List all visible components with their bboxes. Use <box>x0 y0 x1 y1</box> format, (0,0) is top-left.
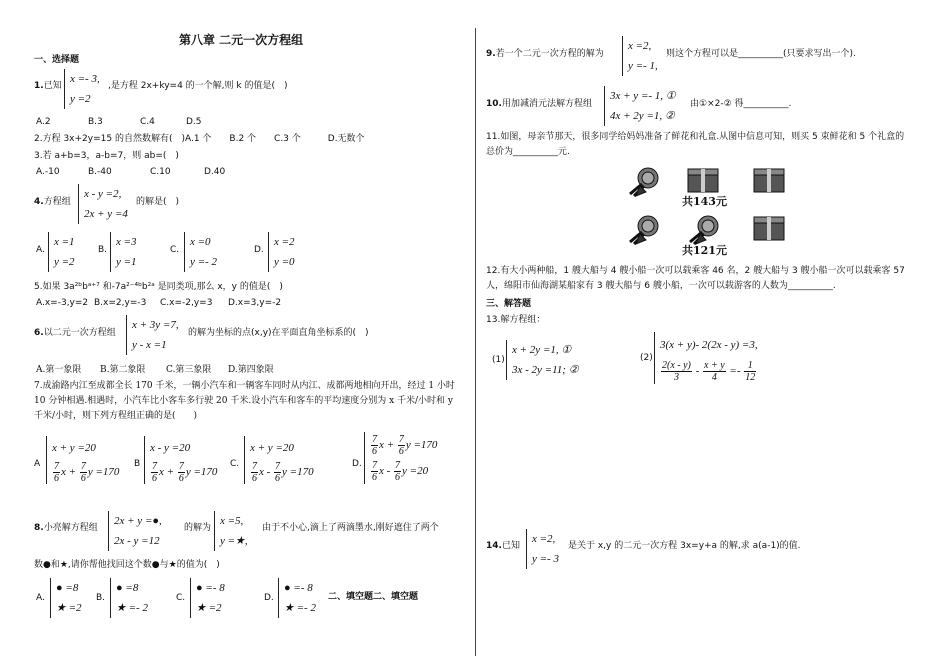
q9-stem: 9.若一个二元一次方程的解为 <box>486 49 604 59</box>
q1-stem-rest: ,是方程 2x+ky=4 的一个解,则 k 的值是( ) <box>108 81 288 91</box>
q4-stem-rest: 的解是( ) <box>136 197 180 207</box>
q5-option-d: D.x=3,y=-2 <box>228 298 282 308</box>
q4-option-b: x =3 y =1 <box>110 232 137 272</box>
q4-system: x - y =2, 2x + y =4 <box>78 184 128 224</box>
q1-option-a: A.2 <box>36 117 51 127</box>
page-title: 第八章 二元一次方程组 <box>179 33 304 47</box>
q1-option-d: D.5 <box>186 117 202 127</box>
q5-option-b: B.x=2,y=-3 <box>94 298 147 308</box>
q8-option-a-label: A. <box>36 593 45 603</box>
q8-option-d-label: D. <box>264 593 274 603</box>
q7-option-c-label: C. <box>230 459 240 469</box>
q8-system: 2x + y =●, 2x - y =12 <box>108 511 162 551</box>
q9-stem-rest: 则这个方程可以是__________(只要求写出一个). <box>666 49 856 59</box>
gift-box-icon <box>752 214 786 246</box>
gift-box-icon <box>752 166 786 198</box>
q3-option-d: D.40 <box>204 167 226 177</box>
column-divider <box>475 28 476 656</box>
q11-price-1: 共143元 <box>682 195 727 208</box>
q6-option-a: A.第一象限 <box>36 365 82 375</box>
q8-option-c-label: C. <box>176 593 186 603</box>
q6-stem: 6.以二元一次方程组 <box>34 328 116 338</box>
q8-option-b: ● =8 ★ =- 2 <box>110 578 148 618</box>
q13-part2-label: (2) <box>640 353 653 363</box>
q8-stem: 8.小亮解方程组 <box>34 523 98 533</box>
q13-part2-system: 3(x + y)- 2(2x - y) =3, $\frac{2(x - y)}{3}$ - $\frac{x + y}{4}$ =- $\frac{1}{12}$ <box>654 332 758 384</box>
q1-system: x =- 3, y =2 <box>64 69 100 109</box>
q12-stem: 12.有大小两种船，1 艘大船与 4 艘小船一次可以载乘客 46 名，2 艘大船与 3 艘小船一次可以载乘客 57 人，绵阳市仙海湖某船家有 3 艘大船与 6 艘小船，一次可以载游客的人数为__________. <box>486 266 905 291</box>
q4-option-b-label: B. <box>98 245 108 255</box>
q11-price-2: 共121元 <box>682 244 727 257</box>
q3-option-a: A.-10 <box>36 167 60 177</box>
q14-stem: 14.已知 <box>486 541 520 551</box>
q1-option-b: B.3 <box>88 117 103 127</box>
q14-stem-rest: 是关于 x,y 的二元一次方程 3x=y+a 的解,求 a(a-1)的值. <box>568 541 801 551</box>
q4-option-c-label: C. <box>170 245 180 255</box>
q13-stem: 13.解方程组： <box>486 315 546 325</box>
q6-option-b: B.第二象限 <box>100 365 146 375</box>
q7-option-c: x + y =20 $\frac{7}{6}$ x - $\frac{7}{6}$ y =170 <box>244 436 314 484</box>
q9-system: x =2, y =- 1, <box>622 36 658 76</box>
q4-option-a-label: A. <box>36 245 45 255</box>
q13-part1-label: (1) <box>492 355 505 365</box>
q4-option-a: x =1 y =2 <box>48 232 75 272</box>
q7-option-b-label: B <box>134 459 141 469</box>
q11-stem: 11.如图，母亲节那天，很多同学给妈妈准备了鲜花和礼盒.从图中信息可知，则买 5 束鲜花和 5 个礼盒的总价为__________元. <box>486 132 905 157</box>
q8-stem-mid: 的解为 <box>184 523 212 533</box>
q7-option-a: x + y =20 $\frac{7}{6}$ x + $\frac{7}{6}$ y =170 <box>46 436 119 484</box>
q8-option-c: ● =- 8 ★ =2 <box>190 578 225 618</box>
q8-stem-line2: 数●和★,请你帮他找回这个数●与★的值为( ) <box>34 560 220 570</box>
q5-stem: 5.如果 3a²ᵇbᵃ⁺⁷ 和-7a²⁻⁴ᵇb²ᵃ 是同类项,那么 x，y 的值是( ) <box>34 282 283 292</box>
q2-stem: 2.方程 3x+2y=15 的自然数解有( )A.1 个 B.2 个 C.3 个 D.无数个 <box>34 134 365 144</box>
q6-stem-rest: 的解为坐标的点(x,y)在平面直角坐标系的( ) <box>188 328 369 338</box>
flower-bouquet-icon <box>626 214 666 250</box>
q10-stem: 10.用加减消元法解方程组 <box>486 99 592 109</box>
q8-solution: x =5, y =★, <box>214 511 248 551</box>
q7-option-d: $\frac{7}{6}$ x + $\frac{7}{6}$ y =170 $\frac{7}{6}$ x - $\frac{7}{6}$ y =20 <box>364 432 437 484</box>
flower-bouquet-icon <box>626 166 666 202</box>
q8-option-b-label: B. <box>96 593 106 603</box>
section-heading-answer: 三、解答题 <box>486 299 532 309</box>
q1-stem: 1.已知 <box>34 81 62 91</box>
q5-option-c: C.x=-2,y=3 <box>160 298 213 308</box>
q5-option-a: A.x=-3,y=2 <box>36 298 89 308</box>
q6-option-c: C.第三象限 <box>166 365 212 375</box>
q7-option-d-label: D. <box>352 459 362 469</box>
q7-stem: 7.成渝路内江至成都全长 170 千米，一辆小汽车和一辆客车同时从内江、成都两地相向开出，经过 1 小时 10 分钟相遇.相遇时，小汽车比小客车多行驶 20 千米.设小汽车和客车的平均速度分别为 x 千米/小时和 y 千米/小时，则下列方程组正确的是( ) <box>34 381 455 421</box>
q4-option-d-label: D. <box>254 245 264 255</box>
q7-option-b: x - y =20 $\frac{7}{6}$ x + $\frac{7}{6}$ y =170 <box>144 436 217 484</box>
section-heading-choice: 一、选择题 <box>34 55 80 65</box>
section-heading-fill-inline: 二、填空题二、填空题 <box>328 592 419 602</box>
q7-option-a-label: A <box>34 459 41 469</box>
q3-option-c: C.10 <box>150 167 171 177</box>
q3-stem: 3.若 a+b=3，a-b=7，则 ab=( ) <box>34 151 179 161</box>
q8-stem-rest: 由于不小心,滴上了两滴墨水,刚好遮住了两个 <box>262 523 439 533</box>
q10-stem-rest: 由①×2-② 得__________. <box>690 99 792 109</box>
q6-option-d: D.第四象限 <box>228 365 274 375</box>
q1-option-c: C.4 <box>140 117 155 127</box>
q4-option-c: x =0 y =- 2 <box>184 232 217 272</box>
q8-option-d: ● =- 8 ★ =- 2 <box>278 578 316 618</box>
q3-option-b: B.-40 <box>88 167 112 177</box>
q14-system: x =2, y =- 3 <box>526 529 559 569</box>
q4-stem: 4.方程组 <box>34 197 71 207</box>
gift-box-icon <box>686 166 720 198</box>
q10-system: 3x + y =- 1, ① 4x + 2y =1, ② <box>604 86 676 126</box>
q13-part1-system: x + 2y =1, ① 3x - 2y =11; ② <box>506 340 579 380</box>
q4-option-d: x =2 y =0 <box>268 232 295 272</box>
q6-system: x + 3y =7, y - x =1 <box>126 315 179 355</box>
q8-option-a: ● =8 ★ =2 <box>50 578 82 618</box>
